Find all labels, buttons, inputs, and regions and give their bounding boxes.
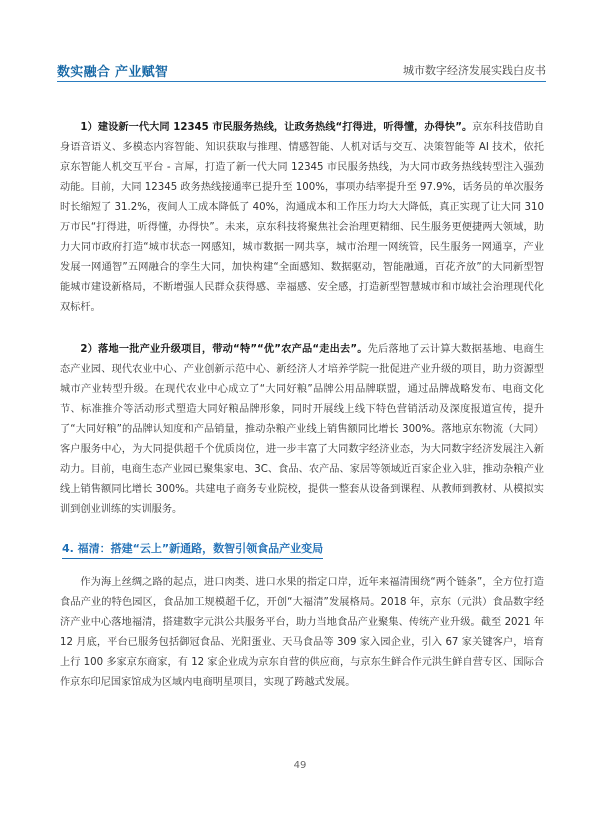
paragraph-1-body: 京东科技借助自身语音语义、多模态内容智能、知识获取与推理、情感智能、人机对话与交互、决策智能等 AI 技术，依托京东智能人机交互平台 - 言犀，打造了新一代大同 12345 市民服务热线，为大同市政务热线转型注入强劲动能。目前，大同 12345 政务热线接通率已提升至 100%，事项办结率提升至 97.9%，话务员的单次服务时长缩短了 31.2%，夜间人工成本降低了 40%，沟通成本和工作压力均大大降低，真正实现了让大同 310 万市民“打得进，听得懂，办得快”。未来，京东科技将聚焦社会治理更精细、民生服务更便捷两大领域，助力大同市政府打造“城市状态一网感知，城市数据一网共享，城市治理一网统管，民生服务一网通享，产业发展一网通智”五网融合的孪生大同，加快构建“全面感知、数据驱动，智能融通，百花齐放”的大同新型智能城市建设新格局，不断增强人民群众获得感、幸福感、安全感，打造新型智慧城市和市域社会治理现代化双标杆。 bbox=[60, 122, 545, 313]
paragraph-2-body: 先后落地了云计算大数据基地、电商生态产业园、现代农业中心、产业创新示范中心、新经济人才培养学院一批促进产业升级的项目，助力资源型城市产业转型升级。在现代农业中心成立了“大同好粮”品牌公用品牌联盟，通过品牌战略发布、电商文化节、标准推介等活动形式塑造大同好粮品牌形象，同时开展线上线下特色营销活动及深度报道宣传，提升了“大同好粮”的品牌认知度和产品销量，推动杂粮产业线上销售额同比增长 300%。落地京东物流（大同）客户服务中心，为大同提供超千个优质岗位，进一步丰富了大同数字经济业态，为大同数字经济发展注入新动力。目前，电商生态产业园已聚集家电、3C、食品、农产品、家居等领域近百家企业入驻，推动杂粮产业线上销售额同比增长 300%。共建电子商务专业院校，提供一整套从设备到课程、从教师到教材、从模拟实训到创业训练的实训服务。 bbox=[60, 344, 545, 515]
page-number: 49 bbox=[293, 760, 307, 771]
paragraph-2-lead: 2）落地一批产业升级项目，带动“特”“优”农产品“走出去”。 bbox=[80, 344, 368, 355]
page-header bbox=[0, 0, 600, 86]
paragraph-1-lead: 1）建设新一代大同 12345 市民服务热线，让政务热线“打得进，听得懂，办得快”。 bbox=[80, 122, 473, 133]
paragraph-2 bbox=[60, 340, 544, 520]
page-content bbox=[60, 118, 544, 693]
paragraph-1 bbox=[60, 118, 544, 318]
header-divider bbox=[57, 81, 546, 82]
header-left-title: 数实融合 产业赋智 bbox=[57, 65, 169, 80]
section-paragraph: 作为海上丝绸之路的起点，进口肉类、进口水果的指定口岸，近年来福清围绕“两个链条”，全方位打造食品产业的特色园区，食品加工规模超千亿，开创“大福清”发展格局。2018 年，京东（元洪）食品数字经济产业中心落地福清，搭建数字元洪公共服务平台，助力当地食品产业聚集、传统产业升级。截至 2021 年 12 月底，平台已服务包括御冠食品、光阳蛋业、天马食品等 309 家入园企业，引入 67 家关键客户，培育上行 100 多家京东商家，有 12 家企业成为京东自营的供应商，与京东生鲜合作元洪生鲜自营专区、国际合作京东印尼国家馆成为区域内电商明星项目，实现了跨越式发展。 bbox=[60, 577, 544, 688]
header-right-title: 城市数字经济发展实践白皮书 bbox=[403, 64, 546, 77]
paragraph-gap bbox=[60, 318, 544, 340]
section-heading: 4. 福清：搭建“云上”新通路，数智引领食品产业变局 bbox=[62, 540, 323, 559]
